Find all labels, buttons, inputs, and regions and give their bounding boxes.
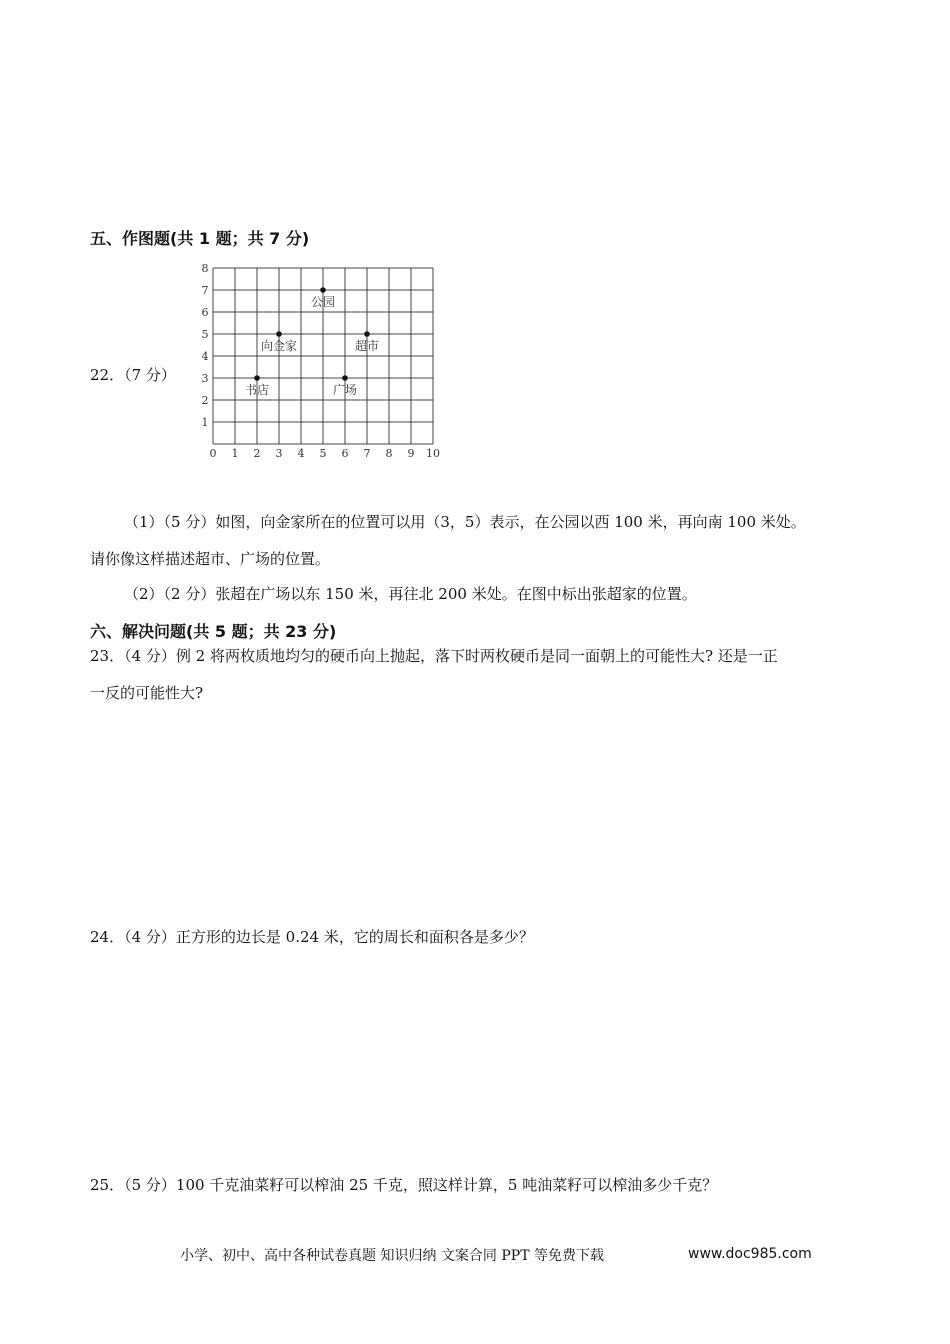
question-24: 24．（4 分）正方形的边长是 0.24 米，它的周长和面积各是多少？ [90, 928, 534, 946]
grid-point [320, 287, 326, 293]
question-22-part2: （2）（2 分）张超在广场以东 150 米，再往北 200 米处。在图中标出张超家的位置。 [124, 585, 697, 603]
question-22-part1-line2: 请你像这样描述超市、广场的位置。 [90, 550, 331, 568]
x-tick-label: 10 [426, 447, 440, 460]
y-tick-label: 2 [201, 394, 209, 407]
x-tick-label: 1 [231, 447, 239, 460]
x-tick-label: 6 [341, 447, 349, 460]
y-tick-label: 4 [201, 350, 209, 363]
grid-points [245, 287, 379, 397]
grid-point-label: 书店 [244, 383, 270, 397]
x-tick-label: 3 [275, 447, 283, 460]
grid-point-label: 超市 [354, 339, 380, 353]
y-tick-label: 7 [201, 284, 209, 297]
y-tick-label: 8 [201, 262, 209, 275]
grid-point [276, 331, 282, 337]
y-tick-label: 6 [201, 306, 209, 319]
footer-text: 小学、初中、高中各种试卷真题 知识归纳 文案合同 PPT 等免费下载 [180, 1248, 604, 1264]
grid-point [342, 375, 348, 381]
x-tick-label: 2 [253, 447, 261, 460]
question-23-line1: 23．（4 分）例 2 将两枚质地均匀的硬币向上抛起，落下时两枚硬币是同一面朝上的可能性大? 还是一正 [90, 647, 778, 665]
grid-point-label: 广场 [332, 383, 358, 397]
section-6-title: 六、解决问题(共 5 题；共 23 分) [90, 622, 337, 641]
x-tick-label: 4 [297, 447, 305, 460]
x-tick-label: 9 [407, 447, 415, 460]
grid-point-label: 向金家 [260, 339, 298, 353]
grid-point-label: 公园 [310, 295, 336, 309]
question-23-line2: 一反的可能性大? [90, 684, 204, 702]
grid-point [364, 331, 370, 337]
x-tick-label: 7 [363, 447, 371, 460]
question-22-label: 22．（7 分） [90, 366, 176, 384]
grid-tick-labels [202, 262, 441, 460]
x-tick-label: 0 [209, 447, 217, 460]
question-25: 25．（5 分）100 千克油菜籽可以榨油 25 千克，照这样计算，5 吨油菜籽可以榨油多少千克？ [90, 1176, 718, 1194]
y-tick-label: 5 [201, 328, 209, 341]
y-tick-label: 1 [201, 416, 209, 429]
x-tick-label: 8 [385, 447, 393, 460]
footer-url[interactable]: www.doc985.com [688, 1246, 812, 1262]
grid-point [254, 375, 260, 381]
section-5-title: 五、作图题(共 1 题；共 7 分) [90, 229, 310, 248]
x-tick-label: 5 [319, 447, 327, 460]
y-tick-label: 3 [201, 372, 209, 385]
coordinate-grid [196, 250, 448, 462]
question-22-part1-line1: （1）（5 分）如图，向金家所在的位置可以用（3，5）表示，在公园以西 100 米，再向南 100 米处。 [124, 513, 806, 531]
